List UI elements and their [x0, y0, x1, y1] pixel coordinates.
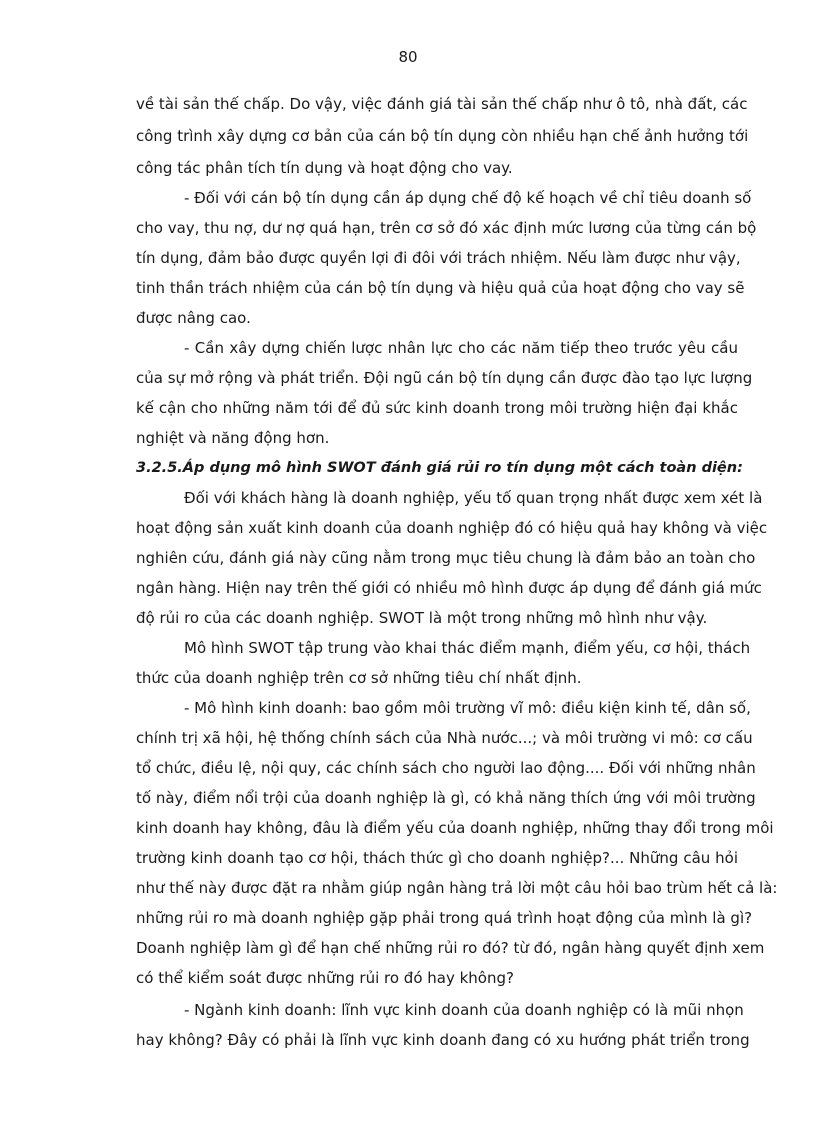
- text-line: của sự mở rộng và phát triển. Đội ngũ cán bộ tín dụng cần được đào tạo lực lượng: [136, 369, 753, 387]
- text-line: về tài sản thế chấp. Do vậy, việc đánh giá tài sản thế chấp như ô tô, nhà đất, các: [136, 95, 748, 113]
- text-line: trường kinh doanh tạo cơ hội, thách thức gì cho doanh nghiệp?... Những câu hỏi: [136, 849, 738, 867]
- text-line: tinh thần trách nhiệm của cán bộ tín dụng và hiệu quả của hoạt động cho vay sẽ: [136, 279, 745, 297]
- text-line: tố này, điểm nổi trội của doanh nghiệp là gì, có khả năng thích ứng với môi trường: [136, 789, 756, 807]
- text-line: được nâng cao.: [136, 309, 251, 327]
- text-line: như thế này được đặt ra nhằm giúp ngân hàng trả lời một câu hỏi bao trùm hết cả là:: [136, 879, 778, 897]
- text-line: hay không? Đây có phải là lĩnh vực kinh doanh đang có xu hướng phát triển trong: [136, 1031, 750, 1049]
- text-line: - Đối với cán bộ tín dụng cần áp dụng chế độ kế hoạch về chỉ tiêu doanh số: [184, 189, 752, 207]
- text-line: kinh doanh hay không, đâu là điểm yếu của doanh nghiệp, những thay đổi trong môi: [136, 819, 774, 837]
- text-line: độ rủi ro của các doanh nghiệp. SWOT là một trong những mô hình như vậy.: [136, 609, 708, 627]
- text-line: công trình xây dựng cơ bản của cán bộ tín dụng còn nhiều hạn chế ảnh hưởng tới: [136, 127, 749, 145]
- text-line: chính trị xã hội, hệ thống chính sách của Nhà nước...; và môi trường vi mô: cơ cấu: [136, 729, 753, 747]
- text-line: nghiệt và năng động hơn.: [136, 429, 330, 447]
- text-line: ngân hàng. Hiện nay trên thế giới có nhiều mô hình được áp dụng để đánh giá mức: [136, 579, 762, 597]
- text-line: thức của doanh nghiệp trên cơ sở những tiêu chí nhất định.: [136, 669, 582, 687]
- text-line: có thể kiểm soát được những rủi ro đó hay không?: [136, 969, 514, 987]
- text-line: tổ chức, điều lệ, nội quy, các chính sách cho người lao động.... Đối với những nhân: [136, 759, 756, 777]
- text-line: - Ngành kinh doanh: lĩnh vực kinh doanh của doanh nghiệp có là mũi nhọn: [184, 1001, 744, 1019]
- page-number: 80: [398, 48, 418, 66]
- text-line: - Mô hình kinh doanh: bao gồm môi trường vĩ mô: điều kiện kinh tế, dân số,: [184, 699, 751, 717]
- section-heading: 3.2.5.Áp dụng mô hình SWOT đánh giá rủi ro tín dụng một cách toàn diện:: [136, 460, 743, 476]
- text-line: Mô hình SWOT tập trung vào khai thác điểm mạnh, điểm yếu, cơ hội, thách: [184, 639, 751, 657]
- text-line: Đối với khách hàng là doanh nghiệp, yếu tố quan trọng nhất được xem xét là: [184, 489, 763, 507]
- text-line: Doanh nghiệp làm gì để hạn chế những rủi ro đó? từ đó, ngân hàng quyết định xem: [136, 939, 765, 957]
- text-line: kế cận cho những năm tới để đủ sức kinh doanh trong môi trường hiện đại khắc: [136, 399, 738, 417]
- text-line: nghiên cứu, đánh giá này cũng nằm trong mục tiêu chung là đảm bảo an toàn cho: [136, 549, 756, 567]
- text-line: cho vay, thu nợ, dư nợ quá hạn, trên cơ sở đó xác định mức lương của từng cán bộ: [136, 219, 757, 237]
- text-line: những rủi ro mà doanh nghiệp gặp phải trong quá trình hoạt động của mình là gì?: [136, 909, 753, 927]
- text-line: - Cần xây dựng chiến lược nhân lực cho các năm tiếp theo trước yêu cầu: [184, 339, 738, 357]
- text-line: công tác phân tích tín dụng và hoạt động cho vay.: [136, 159, 513, 177]
- text-line: tín dụng, đảm bảo được quyền lợi đi đôi với trách nhiệm. Nếu làm được như vậy,: [136, 249, 741, 267]
- text-line: hoạt động sản xuất kinh doanh của doanh nghiệp đó có hiệu quả hay không và việc: [136, 519, 768, 537]
